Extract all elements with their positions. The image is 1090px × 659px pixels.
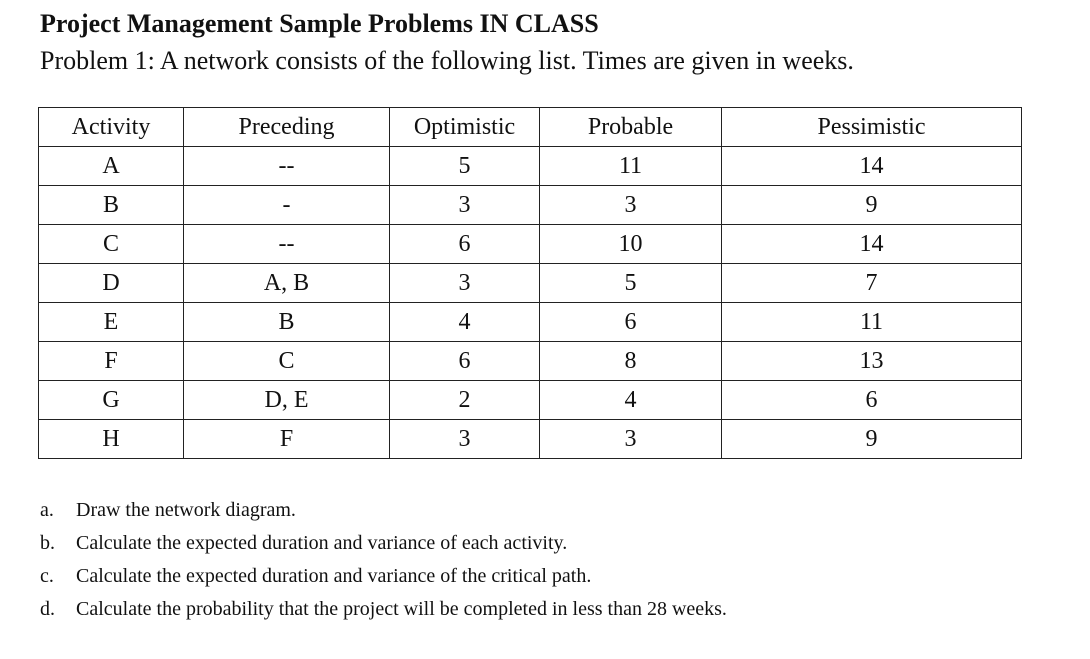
header-activity: Activity (39, 108, 184, 147)
question-list (40, 494, 727, 626)
cell-pessimistic: 7 (722, 264, 1022, 303)
header-probable: Probable (540, 108, 722, 147)
cell-probable: 11 (540, 147, 722, 186)
cell-activity: H (39, 420, 184, 459)
header-pessimistic: Pessimistic (722, 108, 1022, 147)
cell-activity: D (39, 264, 184, 303)
table-header-row (39, 108, 1022, 147)
cell-activity: B (39, 186, 184, 225)
cell-optimistic: 6 (390, 342, 540, 381)
table-row (39, 420, 1022, 459)
header-optimistic: Optimistic (390, 108, 540, 147)
cell-activity: C (39, 225, 184, 264)
table-row (39, 264, 1022, 303)
question-marker: c. (40, 565, 54, 587)
cell-preceding: F (184, 420, 390, 459)
question-item (40, 593, 727, 626)
table-row (39, 225, 1022, 264)
question-marker: b. (40, 532, 55, 554)
cell-pessimistic: 14 (722, 225, 1022, 264)
table-row (39, 186, 1022, 225)
question-item (40, 527, 727, 560)
activity-table (38, 107, 1022, 459)
cell-optimistic: 5 (390, 147, 540, 186)
cell-pessimistic: 14 (722, 147, 1022, 186)
question-item (40, 494, 727, 527)
cell-pessimistic: 9 (722, 420, 1022, 459)
cell-pessimistic: 11 (722, 303, 1022, 342)
cell-probable: 3 (540, 186, 722, 225)
question-text: Calculate the expected duration and variance of the critical path. (76, 565, 592, 587)
cell-preceding: -- (184, 147, 390, 186)
cell-probable: 8 (540, 342, 722, 381)
table-row (39, 342, 1022, 381)
cell-optimistic: 3 (390, 264, 540, 303)
cell-preceding: A, B (184, 264, 390, 303)
question-item (40, 560, 727, 593)
cell-activity: E (39, 303, 184, 342)
problem-statement: Problem 1: A network consists of the following list. Times are given in weeks. (40, 46, 854, 75)
cell-probable: 5 (540, 264, 722, 303)
cell-optimistic: 4 (390, 303, 540, 342)
question-text: Draw the network diagram. (76, 499, 296, 521)
header-preceding: Preceding (184, 108, 390, 147)
cell-probable: 4 (540, 381, 722, 420)
cell-probable: 6 (540, 303, 722, 342)
cell-optimistic: 2 (390, 381, 540, 420)
cell-optimistic: 3 (390, 420, 540, 459)
table-row (39, 303, 1022, 342)
cell-activity: F (39, 342, 184, 381)
table-row (39, 147, 1022, 186)
question-text: Calculate the probability that the project will be completed in less than 28 weeks. (76, 598, 727, 620)
cell-probable: 10 (540, 225, 722, 264)
cell-probable: 3 (540, 420, 722, 459)
cell-preceding: B (184, 303, 390, 342)
cell-preceding: D, E (184, 381, 390, 420)
page-title: Project Management Sample Problems IN CLASS (40, 9, 599, 38)
cell-optimistic: 6 (390, 225, 540, 264)
cell-preceding: -- (184, 225, 390, 264)
question-text: Calculate the expected duration and variance of each activity. (76, 532, 568, 554)
table-row (39, 381, 1022, 420)
cell-activity: A (39, 147, 184, 186)
question-marker: a. (40, 499, 54, 521)
cell-preceding: - (184, 186, 390, 225)
cell-pessimistic: 13 (722, 342, 1022, 381)
cell-pessimistic: 6 (722, 381, 1022, 420)
cell-pessimistic: 9 (722, 186, 1022, 225)
cell-preceding: C (184, 342, 390, 381)
question-marker: d. (40, 598, 55, 620)
cell-optimistic: 3 (390, 186, 540, 225)
cell-activity: G (39, 381, 184, 420)
